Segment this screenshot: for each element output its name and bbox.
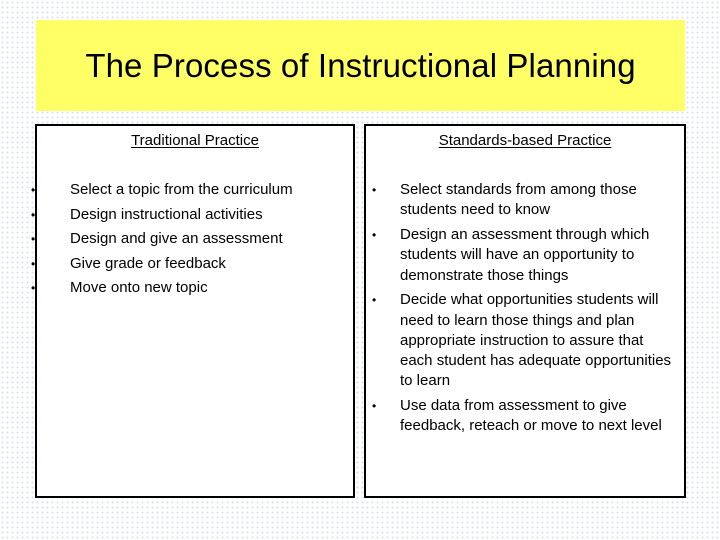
list-item-text: Select a topic from the curriculum [70, 181, 293, 198]
list-item [31, 254, 347, 274]
list-item-text: Use data from assessment to give feedback, reteach or move to next level [400, 397, 662, 435]
bullet-icon: • [372, 227, 377, 242]
list-item-text: Design and give an assessment [70, 230, 283, 248]
bullet-icon: • [31, 207, 36, 222]
bullet-icon: • [31, 232, 36, 247]
standards-based-practice-panel [364, 124, 686, 498]
standards-based-practice-heading-text: Standards-based Practice [438, 132, 612, 149]
bullet-icon: • [31, 183, 36, 197]
traditional-practice-heading-text: Traditional Practice [131, 132, 259, 149]
standards-based-practice-heading [366, 132, 684, 149]
traditional-practice-panel [31, 124, 355, 498]
bullet-icon: • [372, 399, 377, 414]
list-item [366, 290, 678, 391]
traditional-practice-list [31, 180, 347, 303]
list-item-text: Give grade or feedback [70, 254, 226, 272]
bullet-icon: • [372, 183, 377, 197]
bullet-icon: • [372, 293, 377, 308]
slide-title: The Process of Instructional Planning [85, 46, 636, 84]
list-item-text: Design instructional activities [70, 205, 263, 223]
list-item [366, 396, 678, 437]
title-banner [36, 20, 685, 111]
bullet-icon: • [31, 281, 36, 296]
list-item-text: Design an assessment through which students will have an opportunity to demonstrate those things [400, 225, 650, 284]
bullet-icon: • [31, 256, 36, 271]
list-item [31, 180, 347, 200]
list-item-text: Select standards from among those students need to know [400, 181, 637, 219]
list-item [31, 205, 347, 225]
list-item [366, 225, 678, 286]
list-item [31, 229, 347, 249]
standards-based-practice-list [366, 180, 678, 441]
list-item-text: Move onto new topic [70, 279, 208, 297]
list-item [366, 180, 678, 221]
list-item [31, 278, 347, 298]
traditional-practice-heading [37, 132, 353, 149]
list-item-text: Decide what opportunities students will need to learn those things and plan appropriate instruction to assure that each student has adequate opportunities to learn [400, 291, 672, 390]
